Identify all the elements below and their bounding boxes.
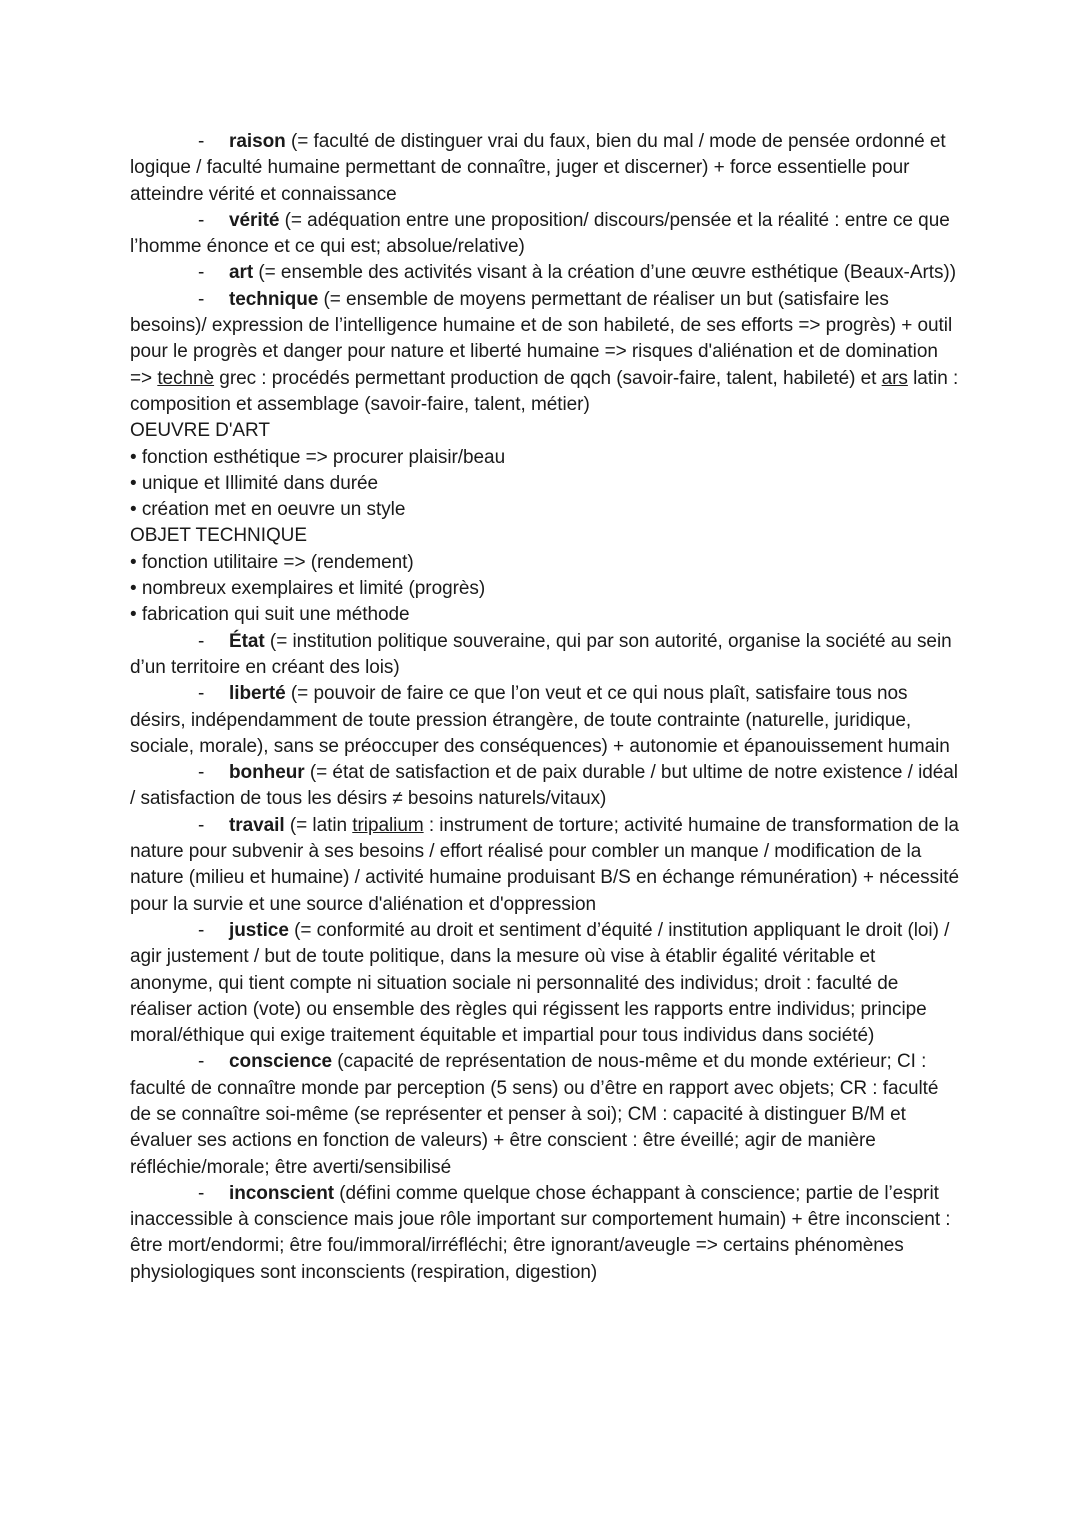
entry-conscience — [130, 1049, 960, 1180]
term-etat: État — [229, 630, 265, 652]
oeuvre-bullet: • fonction esthétique => procurer plaisir/beau — [130, 446, 506, 468]
techne-text: grec : procédés permettant production de qqch (savoir-faire, talent, habileté) et — [214, 367, 882, 389]
dash: - — [198, 919, 205, 941]
entry-raison — [130, 129, 960, 208]
definition-art: (= ensemble des activités visant à la création d’une œuvre esthétique (Beaux-Arts)) — [253, 262, 956, 284]
term-liberte: liberté — [229, 683, 286, 705]
objet-heading: OBJET TECHNIQUE — [130, 525, 307, 547]
definition-justice: (= conformité au droit et sentiment d’équité / institution appliquant le droit (loi) / agir justement / but de toute politique, dans la mesure où vise à établir égalité véritable et anonyme, qui tient compte ni situation sociale ni personnalité des individus; droit : faculté de réaliser action (vote) ou ensemble des règles qui régissent les rapports entre individus; principe moral/éthique qui exige traitement équitable et impartial pour tous individus dans société) — [130, 919, 950, 1047]
entry-travail — [130, 813, 960, 918]
entry-justice — [130, 918, 960, 1049]
entry-technique — [130, 287, 960, 366]
term-travail: travail — [229, 814, 285, 836]
term-art: art — [229, 262, 254, 284]
definition-technique: (= ensemble de moyens permettant de réaliser un but (satisfaire les besoins)/ expression de l’intelligence humaine et de son habileté, de ses efforts => progrès) + outil pour le progrès et danger pour nature et liberté humaine => risques d'aliénation et de domination — [130, 288, 953, 363]
dash: - — [198, 131, 205, 152]
dash: - — [198, 262, 205, 284]
definition-etat: (= institution politique souveraine, qui par son autorité, organise la société au sein d’un territoire en créant des lois) — [130, 630, 952, 678]
entry-art — [130, 260, 960, 286]
etymology-arrow: => — [130, 367, 158, 389]
term-inconscient: inconscient — [229, 1182, 335, 1204]
oeuvre-bullet: • création met en oeuvre un style — [130, 499, 406, 521]
definition-verite: (= adéquation entre une proposition/ discours/pensée et la réalité : entre ce que l’homme énonce et ce qui est; absolue/relative) — [130, 209, 950, 258]
techne-word: technè — [157, 367, 215, 389]
objet-bullet: • fonction utilitaire => (rendement) — [130, 551, 414, 573]
document-page — [130, 129, 960, 1286]
dash: - — [198, 814, 205, 836]
definition-raison: (= faculté de distinguer vrai du faux, bien du mal / mode de pensée ordonné et logique / faculté humaine permettant de connaître, juger et discerner) + force essentielle pour atteindre vérité et connaissance — [130, 131, 946, 205]
definition-travail-post: : instrument de torture; activité humaine de transformation de la nature pour subvenir à ses besoins / effort réalisé pour combler un manque / modification de la nature (milieu et humaine) / activité humaine produisant B/S en échange rémunération) + nécessité pour la survie et une source d'aliénation et d'oppression — [130, 814, 959, 915]
dash: - — [198, 762, 205, 784]
term-technique: technique — [229, 288, 319, 310]
entry-liberte — [130, 681, 960, 760]
definition-travail-pre: (= latin — [284, 814, 353, 836]
entry-bonheur — [130, 760, 960, 813]
definition-bonheur: (= état de satisfaction et de paix durable / but ultime de notre existence / idéal / satisfaction de tous les désirs ≠ besoins naturels/vitaux) — [130, 762, 958, 810]
dash: - — [198, 209, 205, 231]
term-bonheur: bonheur — [229, 762, 305, 784]
tripalium-word: tripalium — [352, 814, 424, 836]
term-conscience: conscience — [229, 1051, 332, 1073]
dash: - — [198, 1051, 205, 1073]
oeuvre-bullet: • unique et Illimité dans durée — [130, 472, 379, 494]
term-raison: raison — [229, 131, 286, 152]
definition-conscience: (capacité de représentation de nous-même et du monde extérieur; CI : faculté de connaître monde par perception (5 sens) ou d’être en rapport avec objets; CR : faculté de se connaître soi-même (se représenter et penser à soi); CM : capacité à distinguer B/M et évaluer ses actions en fonction de valeurs) + être conscient : être éveillé; agir de manière réfléchie/morale; être averti/sensibilisé — [130, 1051, 939, 1178]
entry-etat — [130, 629, 960, 682]
term-verite: vérité — [229, 209, 280, 231]
objet-bullet: • nombreux exemplaires et limité (progrès) — [130, 578, 486, 600]
objet-bullet: • fabrication qui suit une méthode — [130, 604, 410, 626]
ars-word: ars — [881, 367, 908, 389]
dash: - — [198, 630, 205, 652]
definition-inconscient: (défini comme quelque chose échappant à conscience; partie de l’esprit inaccessible à conscience mais joue rôle important sur comportement humain) + être inconscient : être mort/endormi; être fou/immoral/irréfléchi; être ignorant/aveugle => certains phénomènes physiologiques sont inconscients (respiration, digestion) — [130, 1182, 951, 1283]
ars-text: latin : composition et assemblage (savoir-faire, talent, métier) — [130, 367, 959, 415]
dash: - — [198, 1182, 205, 1204]
oeuvre-heading: OEUVRE D'ART — [130, 420, 270, 442]
dash: - — [198, 683, 205, 705]
term-justice: justice — [229, 919, 289, 941]
dash: - — [198, 288, 205, 310]
entry-inconscient — [130, 1181, 960, 1286]
etymology-paragraph — [130, 366, 960, 419]
definition-liberte: (= pouvoir de faire ce que l’on veut et ce qui nous plaît, satisfaire tous nos désirs, indépendamment de toute pression étrangère, de toute contrainte (naturelle, juridique, sociale, morale), sans se préoccuper des conséquences) + autonomie et épanouissement humain — [130, 683, 950, 757]
entry-verite — [130, 208, 960, 261]
